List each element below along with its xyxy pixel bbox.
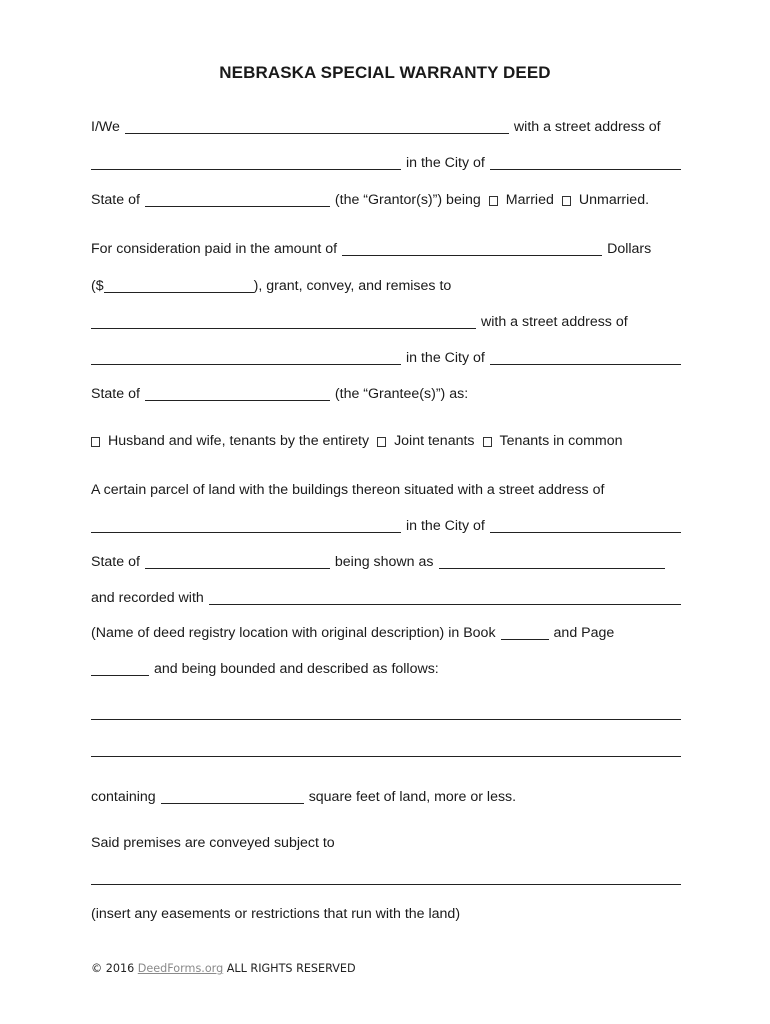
- grantee-street-field[interactable]: [91, 363, 401, 365]
- easements-field[interactable]: [91, 883, 681, 885]
- grantor-being-label: (the “Grantor(s)”) being: [334, 191, 481, 208]
- parcel-city-field[interactable]: [490, 531, 681, 533]
- dollar-open-label: ($: [91, 277, 104, 294]
- city-label: in the City of: [406, 154, 485, 171]
- grantee-state-line: [91, 383, 681, 403]
- grantor-street-field[interactable]: [91, 168, 401, 170]
- grant-convey-label: ), grant, convey, and remises to: [253, 277, 452, 294]
- description-field-1[interactable]: [91, 718, 681, 720]
- deedforms-link[interactable]: DeedForms.org: [137, 962, 224, 975]
- rights-reserved: ALL RIGHTS RESERVED: [226, 962, 356, 975]
- tenants-in-common-label: Tenants in common: [499, 432, 623, 449]
- shown-as-label: being shown as: [334, 553, 434, 570]
- registry-label: (Name of deed registry location with original description) in Book: [91, 624, 496, 641]
- recorded-with-field[interactable]: [209, 603, 681, 605]
- subject-to-line: [91, 832, 681, 852]
- description-field-2[interactable]: [91, 755, 681, 757]
- joint-tenants-label: Joint tenants: [394, 432, 475, 449]
- book-field[interactable]: [501, 638, 549, 640]
- grantor-state-field[interactable]: [145, 205, 330, 207]
- bounded-line: [91, 658, 681, 678]
- parcel-street-field[interactable]: [91, 531, 401, 533]
- parcel-city-label: in the City of: [406, 517, 485, 534]
- page-field[interactable]: [91, 674, 149, 676]
- easements-note: (insert any easements or restrictions that run with the land): [91, 905, 461, 922]
- grantor-city-field[interactable]: [490, 168, 681, 170]
- married-label: Married: [505, 191, 554, 208]
- grantee-city-line: [91, 347, 681, 367]
- street-address-label: with a street address of: [513, 118, 661, 135]
- grantee-name-line: [91, 311, 681, 331]
- consideration-amount-field[interactable]: [342, 254, 602, 256]
- grantor-name-field[interactable]: [125, 132, 509, 134]
- easements-blank-line: [91, 867, 681, 887]
- parcel-state-line: [91, 551, 681, 571]
- unmarried-checkbox[interactable]: [562, 196, 571, 206]
- joint-tenants-checkbox[interactable]: [377, 437, 386, 447]
- copyright-footer: [91, 962, 356, 975]
- bounded-label: and being bounded and described as follows:: [154, 660, 439, 677]
- consideration-line: [91, 238, 681, 258]
- grantor-city-line: [91, 152, 681, 172]
- parcel-state-field[interactable]: [145, 567, 330, 569]
- containing-label: containing: [91, 788, 156, 805]
- grantee-name-field[interactable]: [91, 327, 476, 329]
- consideration-numeric-line: [91, 275, 681, 295]
- page-label: and Page: [553, 624, 615, 641]
- registry-line: [91, 622, 681, 642]
- tenancy-line: [91, 430, 681, 450]
- grantee-state-label: State of: [91, 385, 140, 402]
- dollars-label: Dollars: [607, 240, 652, 257]
- parcel-intro-line: [91, 479, 681, 499]
- grantee-as-label: (the “Grantee(s)”) as:: [334, 385, 469, 402]
- parcel-intro-text: A certain parcel of land with the buildings thereon situated with a street address of: [91, 481, 605, 498]
- description-line-2: [91, 739, 681, 759]
- entirety-checkbox[interactable]: [91, 437, 100, 447]
- description-line-1: [91, 702, 681, 722]
- entirety-label: Husband and wife, tenants by the entirety: [108, 432, 370, 449]
- grantee-city-label: in the City of: [406, 349, 485, 366]
- recorded-with-label: and recorded with: [91, 589, 204, 606]
- subject-to-label: Said premises are conveyed subject to: [91, 834, 335, 851]
- copyright-year: © 2016: [91, 962, 135, 975]
- shown-as-field[interactable]: [439, 567, 665, 569]
- grantee-state-field[interactable]: [145, 399, 330, 401]
- grantee-city-field[interactable]: [490, 363, 681, 365]
- easements-note-line: [91, 903, 681, 923]
- grantor-name-line: [91, 116, 681, 136]
- parcel-city-line: [91, 515, 681, 535]
- square-feet-label: square feet of land, more or less.: [308, 788, 517, 805]
- containing-line: [91, 786, 681, 806]
- square-feet-field[interactable]: [161, 802, 304, 804]
- state-label: State of: [91, 191, 140, 208]
- iwe-label: I/We: [91, 118, 120, 135]
- married-checkbox[interactable]: [489, 196, 498, 206]
- consideration-label: For consideration paid in the amount of: [91, 240, 338, 257]
- tenants-in-common-checkbox[interactable]: [483, 437, 492, 447]
- recorded-line: [91, 587, 681, 607]
- grantor-state-line: [91, 189, 681, 209]
- unmarried-label: Unmarried.: [578, 191, 650, 208]
- grantee-street-label: with a street address of: [481, 313, 628, 330]
- parcel-state-label: State of: [91, 553, 140, 570]
- consideration-numeric-field[interactable]: [104, 291, 254, 293]
- document-title: NEBRASKA SPECIAL WARRANTY DEED: [219, 63, 551, 82]
